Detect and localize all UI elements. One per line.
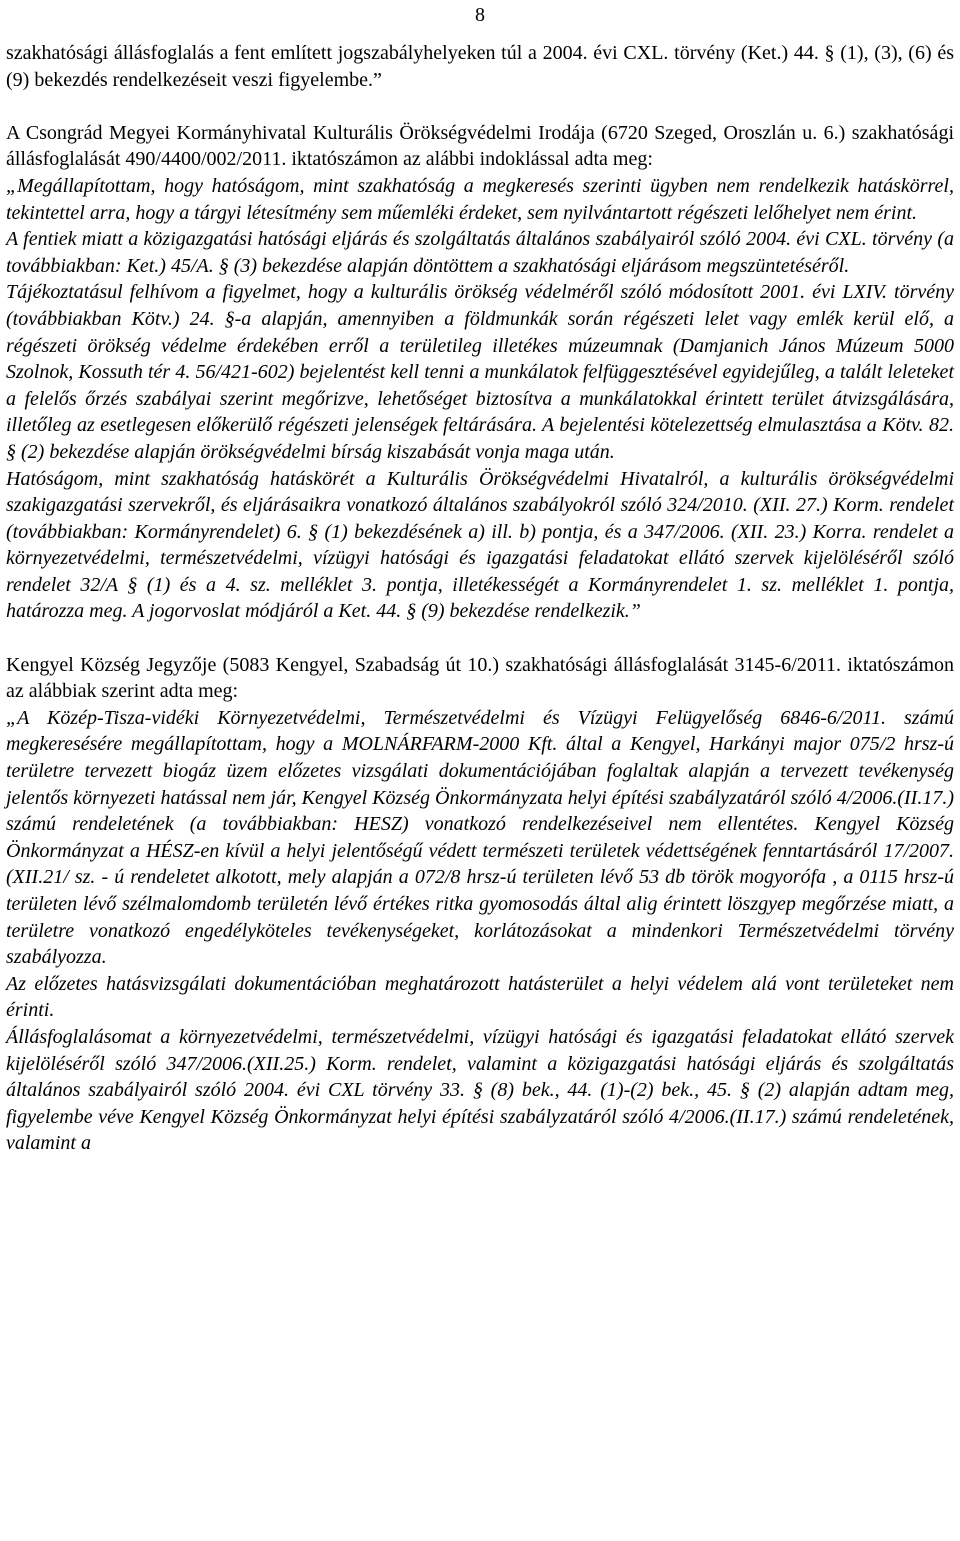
paragraph-quote-termination: A fentiek miatt a közigazgatási hatósági eljárás és szolgáltatás általános szabályairól szóló 2004. évi CXL. törvény (a továbbiakban: Ket.) 45/A. § (3) bekezdése alapján döntöttem a szakhatósági eljárásom megszüntetéséről. bbox=[6, 228, 954, 277]
document-body bbox=[6, 40, 954, 1157]
page-number: 8 bbox=[475, 4, 485, 26]
paragraph-gap bbox=[6, 93, 954, 120]
paragraph-gap bbox=[6, 625, 954, 652]
paragraph-quote-legal-basis: Állásfoglalásomat a környezetvédelmi, természetvédelmi, vízügyi hatósági és igazgatási feladatokat ellátó szervek kijelöléséről szóló 347/2006.(XII.25.) Korm. rendelet, valamint a közigazgatási hatósági eljárás és szolgáltatás általános szabályairól szóló 2004. évi CXL törvény 33. § (8) bek., 44. (1)-(2) bek., 45. § (2) alapján adtam meg, figyelembe véve Kengyel Község Önkormányzat helyi építési szabályzatáról szóló 4/2006.(II.17.) számú rendeletének, valamint a bbox=[6, 1025, 954, 1155]
paragraph-quote-archaeology-notice: Tájékoztatásul felhívom a figyelmet, hogy a kulturális örökség védelméről szóló módosított 2001. évi LXIV. törvény (továbbiakban Kötv.) 24. §-a alapján, amennyiben a földmunkák során régészeti lelet vagy emlék kerül elő, a régészeti örökség védelme érdekében erről a területileg illetékes múzeumnak (Damjanich János Múzeum 5000 Szolnok, Kossuth tér 4. 56/421-602) bejelentést kell tenni a munkálatok felfüggesztésével egyidejűleg, a talált leleteket a felelős őrzés szabályai szerint megőrizve, lehetőséget biztosítva a munkálatokkal érintett terület átvizsgálására, illetőleg az esetlegesen előkerülő régészeti jelenségek feltárására. A bejelentési kötelezettség elmulasztása a Kötv. 82. § (2) bekezdése alapján örökségvédelmi bírság kiszabását vonja maga után. bbox=[6, 281, 954, 463]
paragraph-quote-biogas-plant: „A Közép-Tisza-vidéki Környezetvédelmi, Természetvédelmi és Vízügyi Felügyelőség 6846-6/2011. számú megkeresésére megállapítottam, hogy a MOLNÁRFARM-2000 Kft. által a Kengyel, Harkányi major 075/2 hrsz-ú területre tervezett biogáz üzem előzetes vizsgálati dokumentációjában foglaltak alapján a tervezett tevékenység jelentős környezeti hatással nem jár, Kengyel Község Önkormányzata helyi építési szabályzatáról szóló 4/2006.(II.17.) számú rendeletének (a továbbiakban: HESZ) vonatkozó rendelkezéseivel nem ellentétes. Kengyel Község Önkormányzat a HÉSZ-en kívül a helyi jelentőségű védett természeti területek védettségének fenntartásáról 17/2007.(XII.21/ sz. - ú rendeletet alkotott, mely alapján a 072/8 hrsz-ú területen lévő 53 db török mogyorófa , a 0115 hrsz-ú területen lévő szélmalomdomb területén lévő értékes ritka gyomosodás által alig érintett löszgyep megőrzése miatt, a területre vonatkozó engedélyköteles tevékenységeket, korlátozásokat a mindenkori Természetvédelmi törvény szabályozza. bbox=[6, 706, 954, 969]
paragraph-quote-authority-basis: Hatóságom, mint szakhatóság hatáskörét a Kulturális Örökségvédelmi Hivatalról, a kulturális örökségvédelmi szakigazgatási szervekről, és eljárásaikra vonatkozó általános szabályokról szóló 324/2010. (XII. 27.) Korm. rendelet (továbbiakban: Kormányrendelet) 6. § (1) bekezdésének a) ill. b) pontja, és a 347/2006. (XII. 23.) Korra. rendelet a környezetvédelmi, természetvédelmi, vízügyi hatósági és igazgatási feladatokat ellátó szervek kijelöléséről szóló rendelet 32/A § (1) és a 4. sz. melléklet 3. pontja, illetékességét a Kormányrendelet 1. sz. melléklet 1. pontja, határozza meg. A jogorvoslat módjáról a Ket. 44. § (9) bekezdése rendelkezik.” bbox=[6, 467, 954, 623]
paragraph-quote-impact-area: Az előzetes hatásvizsgálati dokumentációban meghatározott hatásterület a helyi védelem alá vont területeket nem érinti. bbox=[6, 972, 954, 1022]
paragraph-ket-reference: szakhatósági állásfoglalás a fent említett jogszabályhelyeken túl a 2004. évi CXL. törvény (Ket.) 44. § (1), (3), (6) és (9) bekezdés rendelkezéseit veszi figyelembe.” bbox=[6, 42, 954, 91]
paragraph-quote-no-competence: „Megállapítottam, hogy hatóságom, mint szakhatóság a megkeresés szerinti ügyben nem rendelkezik hatáskörrel, tekintettel arra, hogy a tárgyi létesítmény sem műemléki érdeket, sem nyilvántartott régészeti lelőhelyet nem érint. bbox=[6, 174, 954, 224]
paragraph-csongrad-office: A Csongrád Megyei Kormányhivatal Kulturális Örökségvédelmi Irodája (6720 Szeged, Oroszlán u. 6.) szakhatósági állásfoglalását 490/4400/002/2011. iktatószámon az alábbi indoklással adta meg: bbox=[6, 121, 954, 171]
paragraph-kengyel-notary: Kengyel Község Jegyzője (5083 Kengyel, Szabadság út 10.) szakhatósági állásfoglalását 3145-6/2011. iktatószámon az alábbiak szerint adta meg: bbox=[6, 653, 954, 703]
